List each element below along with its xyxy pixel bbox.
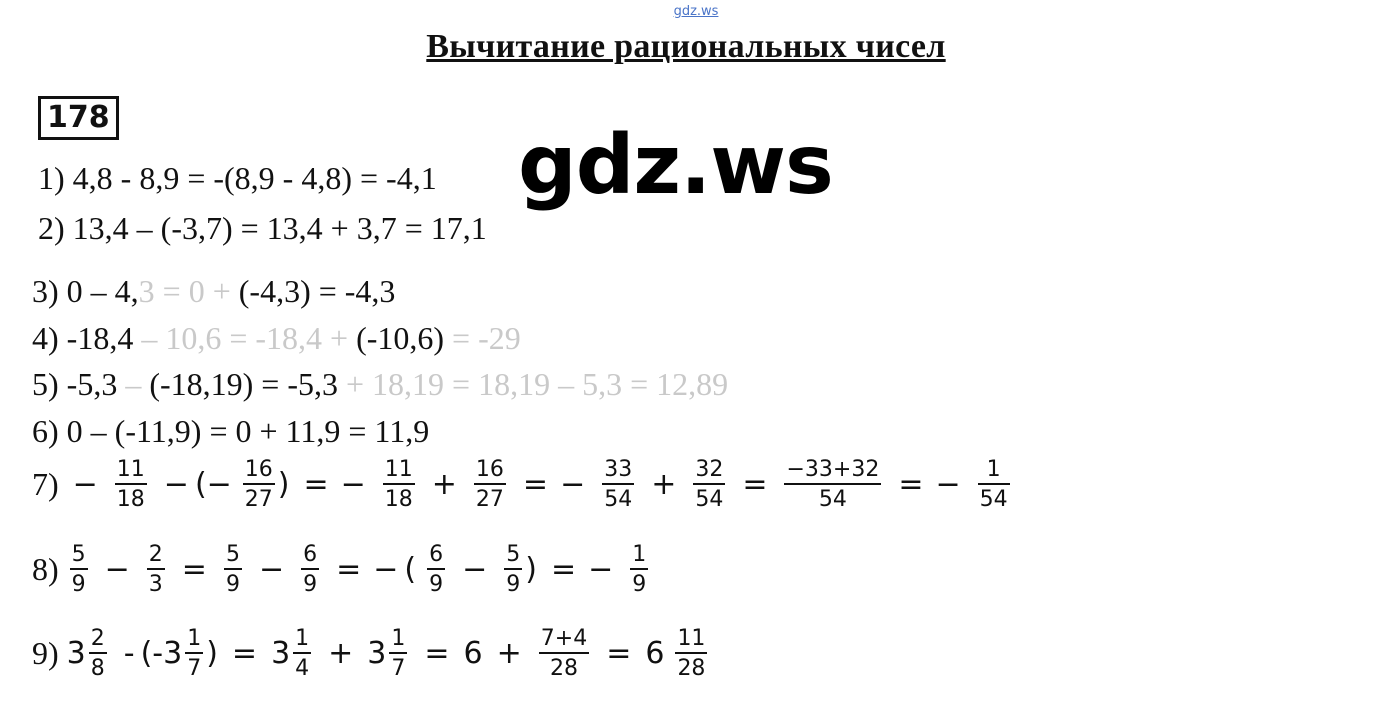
fraction bbox=[504, 543, 522, 596]
whole-part: 3 bbox=[367, 636, 387, 672]
line-4-part-2: – 10,6 = -18,4 + bbox=[141, 320, 357, 356]
numerator: 16 bbox=[243, 458, 275, 485]
numerator: 1 bbox=[630, 543, 648, 570]
denominator: 54 bbox=[695, 487, 724, 513]
denominator: 9 bbox=[225, 572, 240, 598]
denominator: 9 bbox=[506, 572, 521, 598]
whole-part: 6 bbox=[463, 636, 483, 672]
denominator: 54 bbox=[604, 487, 633, 513]
equals-sign: = bbox=[606, 636, 632, 672]
equals-sign: = bbox=[550, 552, 577, 588]
whole-part: 3 bbox=[271, 636, 291, 672]
fraction bbox=[301, 543, 319, 596]
line-3-part-2: 3 = 0 + bbox=[138, 273, 239, 309]
close-paren: ) bbox=[277, 467, 290, 503]
numerator: 1 bbox=[185, 627, 203, 654]
minus-sign: − bbox=[163, 467, 189, 503]
whole-part: 3 bbox=[66, 636, 86, 672]
fraction bbox=[602, 458, 634, 511]
solution-line-8 bbox=[32, 543, 651, 596]
numerator: 7+4 bbox=[539, 627, 589, 654]
line-5-part-3: (-18,19) = -5,3 bbox=[149, 366, 346, 402]
line-3-part-3: (-4,3) = -4,3 bbox=[238, 273, 396, 309]
fraction bbox=[293, 627, 311, 680]
fraction bbox=[115, 458, 147, 511]
equals-sign: = bbox=[742, 467, 768, 503]
fraction bbox=[474, 458, 506, 511]
line-8-label: 8) bbox=[32, 551, 59, 588]
equals-sign: = bbox=[303, 467, 329, 503]
solution-line-2: 2) 13,4 – (-3,7) = 13,4 + 3,7 = 17,1 bbox=[38, 210, 487, 246]
equals-sign: = bbox=[522, 467, 549, 503]
numerator: 33 bbox=[602, 458, 634, 485]
fraction bbox=[539, 627, 589, 680]
fraction bbox=[693, 458, 725, 511]
open-paren: (- bbox=[140, 636, 164, 672]
denominator: 7 bbox=[391, 656, 406, 682]
fraction bbox=[978, 458, 1010, 511]
plus-sign: + bbox=[431, 467, 457, 503]
denominator: 8 bbox=[90, 656, 105, 682]
denominator: 9 bbox=[71, 572, 86, 598]
numerator: 5 bbox=[224, 543, 242, 570]
numerator: 6 bbox=[427, 543, 445, 570]
equals-sign: = bbox=[181, 552, 207, 588]
numerator: 5 bbox=[504, 543, 522, 570]
denominator: 18 bbox=[384, 487, 413, 513]
close-paren: ) bbox=[525, 552, 537, 588]
watermark-logo: gdz.ws bbox=[518, 118, 833, 213]
denominator: 4 bbox=[295, 656, 310, 682]
minus-sign: − bbox=[935, 467, 961, 503]
fraction bbox=[383, 458, 415, 511]
line-5-part-2: – bbox=[125, 366, 150, 402]
numerator: 5 bbox=[70, 543, 88, 570]
open-paren: ( bbox=[404, 552, 417, 588]
fraction bbox=[389, 627, 407, 680]
whole-part: 6 bbox=[645, 636, 665, 672]
denominator: 28 bbox=[549, 656, 578, 682]
solution-line-5 bbox=[32, 366, 728, 403]
denominator: 9 bbox=[429, 572, 444, 598]
line-5-part-4: + 18,19 = 18,19 – 5,3 = 12,89 bbox=[345, 366, 729, 402]
denominator: 54 bbox=[818, 487, 847, 513]
line-7-label: 7) bbox=[32, 466, 59, 503]
fraction bbox=[784, 458, 881, 511]
line-9-label: 9) bbox=[32, 635, 59, 672]
line-5-part-1: 5) -5,3 bbox=[32, 366, 126, 402]
fraction bbox=[243, 458, 275, 511]
solution-line-1: 1) 4,8 - 8,9 = -(8,9 - 4,8) = -4,1 bbox=[38, 160, 437, 196]
fraction bbox=[675, 627, 707, 680]
equals-sign: = bbox=[336, 552, 362, 588]
page-title: Вычитание рациональных чисел bbox=[426, 28, 946, 65]
denominator: 27 bbox=[244, 487, 273, 513]
fraction bbox=[70, 543, 88, 596]
denominator: 3 bbox=[148, 572, 163, 598]
numerator: 32 bbox=[693, 458, 725, 485]
fraction bbox=[147, 543, 165, 596]
equals-sign: = bbox=[898, 467, 924, 503]
numerator: 1 bbox=[293, 627, 311, 654]
minus-sign: − bbox=[104, 552, 130, 588]
fraction bbox=[224, 543, 242, 596]
equals-sign: = bbox=[231, 636, 258, 672]
denominator: 27 bbox=[475, 487, 504, 513]
line-3-part-1: 3) 0 – 4, bbox=[32, 273, 139, 309]
denominator: 54 bbox=[979, 487, 1008, 513]
minus-sign: − bbox=[340, 467, 366, 503]
numerator: 2 bbox=[89, 627, 107, 654]
minus-sign: − bbox=[373, 552, 399, 588]
line-4-part-1: 4) -18,4 bbox=[32, 320, 142, 356]
fraction bbox=[185, 627, 203, 680]
watermark-link-small[interactable]: gdz.ws bbox=[673, 4, 719, 19]
minus-sign: − bbox=[588, 552, 614, 588]
fraction bbox=[427, 543, 445, 596]
numerator: 1 bbox=[978, 458, 1010, 485]
minus-sign: − bbox=[258, 552, 285, 588]
numerator: 11 bbox=[675, 627, 707, 654]
minus-sign: − bbox=[72, 467, 98, 503]
solution-line-9 bbox=[32, 627, 710, 680]
whole-part: 3 bbox=[163, 636, 183, 672]
close-paren: ) bbox=[206, 636, 218, 672]
open-paren: (− bbox=[194, 467, 232, 503]
fraction bbox=[630, 543, 648, 596]
denominator: 9 bbox=[632, 572, 647, 598]
denominator: 7 bbox=[187, 656, 202, 682]
line-4-part-3: (-10,6) bbox=[356, 320, 453, 356]
exercise-number-badge: 178 bbox=[38, 96, 119, 140]
solution-line-4 bbox=[32, 320, 521, 357]
denominator: 18 bbox=[116, 487, 145, 513]
denominator: 28 bbox=[677, 656, 706, 682]
numerator: 6 bbox=[301, 543, 319, 570]
line-4-part-4: = -29 bbox=[452, 320, 521, 356]
solution-line-7 bbox=[32, 458, 1013, 511]
fraction bbox=[89, 627, 107, 680]
numerator: 11 bbox=[383, 458, 415, 485]
numerator: 16 bbox=[474, 458, 506, 485]
minus-sign: − bbox=[560, 467, 586, 503]
numerator: −33+32 bbox=[784, 458, 881, 485]
solution-line-3 bbox=[32, 273, 395, 310]
plus-sign: + bbox=[328, 636, 354, 672]
solution-line-6: 6) 0 – (-11,9) = 0 + 11,9 = 11,9 bbox=[32, 413, 430, 449]
plus-sign: + bbox=[651, 467, 677, 503]
plus-sign: + bbox=[496, 636, 522, 672]
minus-sign: - bbox=[123, 636, 135, 672]
numerator: 2 bbox=[147, 543, 165, 570]
denominator: 9 bbox=[303, 572, 318, 598]
numerator: 1 bbox=[389, 627, 407, 654]
minus-sign: − bbox=[462, 552, 488, 588]
numerator: 11 bbox=[115, 458, 147, 485]
equals-sign: = bbox=[424, 636, 450, 672]
